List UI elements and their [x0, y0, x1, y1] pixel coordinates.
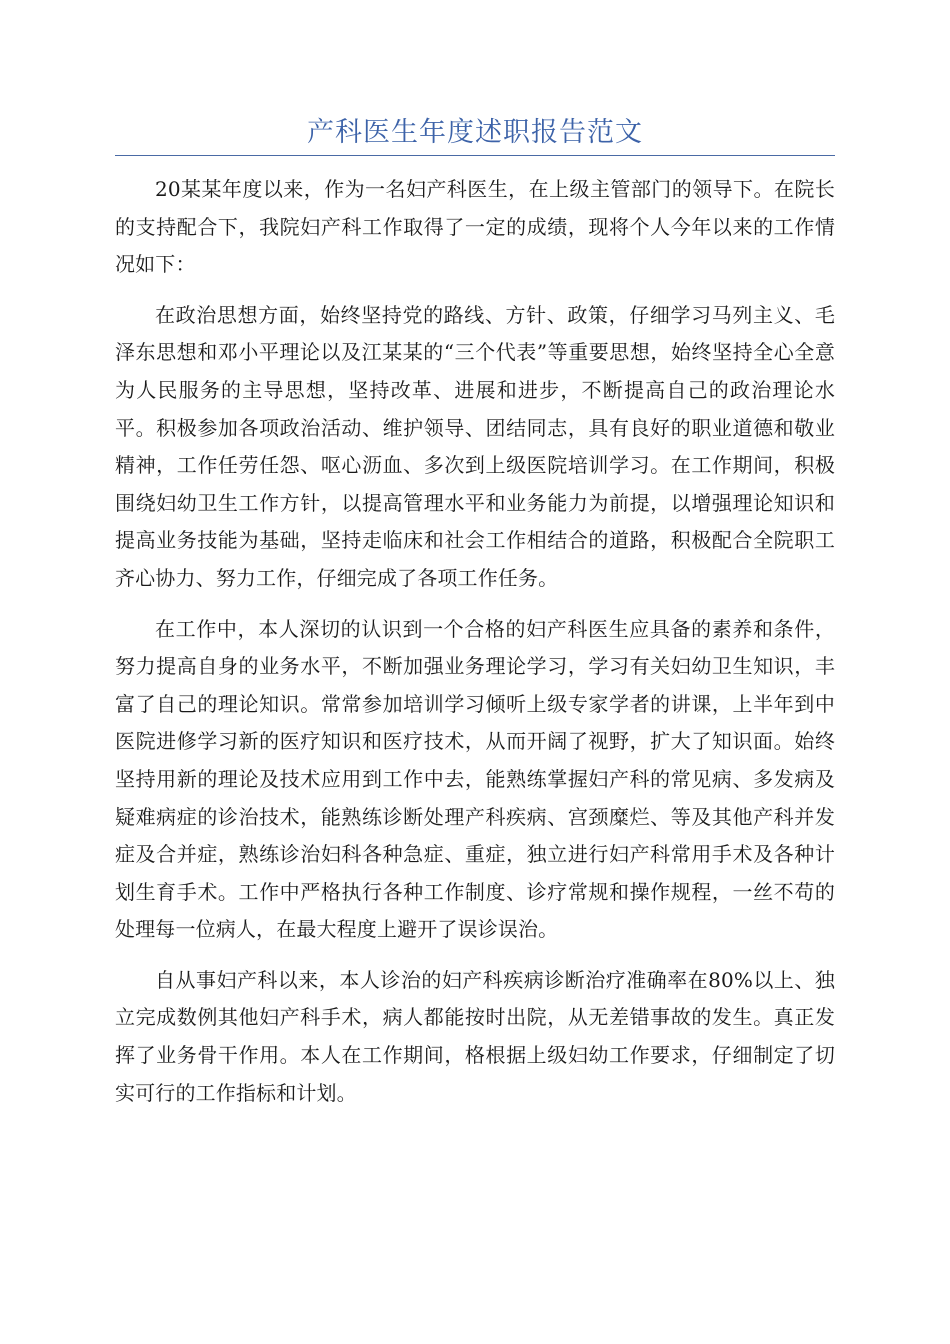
page-title: 产科医生年度述职报告范文 — [307, 117, 643, 148]
document-body — [115, 171, 835, 1125]
paragraph-political-thought: 在政治思想方面，始终坚持党的路线、方针、政策，仔细学习马列主义、毛泽东思想和邓小平理论以及江某某的“三个代表”等重要思想，始终坚持全心全意为人民服务的主导思想，坚持改革、进展和进步，不断提高自己的政治理论水平。积极参加各项政治活动、维护领导、团结同志，具有良好的职业道德和敬业精神，工作任劳任怨、呕心沥血、多次到上级医院培训学习。在工作期间，积极围绕妇幼卫生工作方针，以提高管理水平和业务能力为前提，以增强理论知识和提高业务技能为基础，坚持走临床和社会工作相结合的道路，积极配合全院职工齐心协力、努力工作，仔细完成了各项工作任务。 — [115, 302, 835, 590]
paragraph-work-skills: 在工作中，本人深切的认识到一个合格的妇产科医生应具备的素养和条件，努力提高自身的业务水平，不断加强业务理论学习，学习有关妇幼卫生知识，丰富了自己的理论知识。常常参加培训学习倾听上级专家学者的讲课，上半年到中医院进修学习新的医疗知识和医疗技术，从而开阔了视野，扩大了知识面。始终坚持用新的理论及技术应用到工作中去，能熟练掌握妇产科的常见病、多发病及疑难病症的诊治技术，能熟练诊断处理产科疾病、宫颈糜烂、等及其他产科并发症及合并症，熟练诊治妇科各种急症、重症，独立进行妇产科常用手术及各种计划生育手术。工作中严格执行各种工作制度、诊疗常规和操作规程，一丝不苟的处理每一位病人，在最大程度上避开了误诊误治。 — [115, 616, 835, 942]
paragraph-achievements: 自从事妇产科以来，本人诊治的妇产科疾病诊断治疗准确率在80%以上、独立完成数例其他妇产科手术，病人都能按时出院，从无差错事故的发生。真正发挥了业务骨干作用。本人在工作期间，格根据上级妇幼工作要求，仔细制定了切实可行的工作指标和计划。 — [115, 967, 835, 1105]
paragraph-intro: 20某某年度以来，作为一名妇产科医生，在上级主管部门的领导下。在院长的支持配合下，我院妇产科工作取得了一定的成绩，现将个人今年以来的工作情况如下： — [115, 177, 835, 277]
title-block — [115, 110, 835, 156]
